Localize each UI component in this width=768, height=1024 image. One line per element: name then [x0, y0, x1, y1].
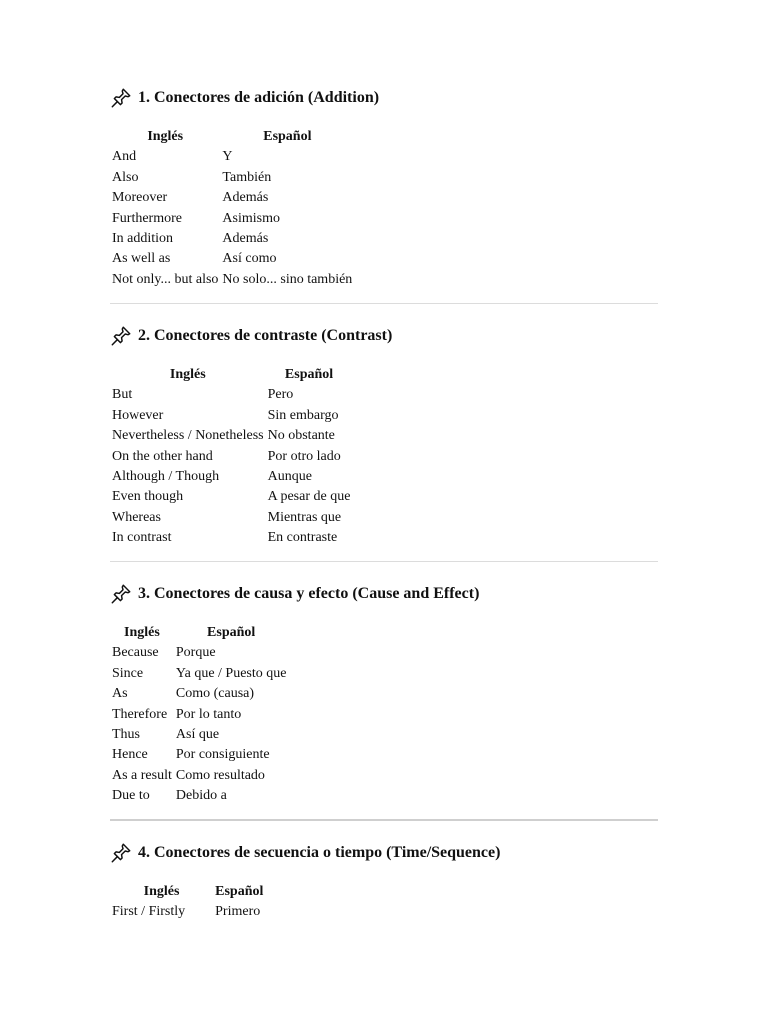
spanish-cell: Aunque — [267, 469, 312, 485]
table-row — [110, 786, 288, 806]
pushpin-icon — [110, 842, 132, 864]
spanish-cell: En contraste — [267, 530, 338, 546]
spanish-cell: Sin embargo — [267, 407, 339, 423]
pushpin-icon — [110, 325, 132, 347]
spanish-cell: Así como — [222, 251, 277, 267]
section-title: 4. Conectores de secuencia o tiempo (Time/Sequence) — [138, 844, 501, 861]
english-cell: Nevertheless / Nonetheless — [112, 428, 264, 444]
table-row — [110, 725, 288, 745]
spanish-cell: Asimismo — [222, 210, 280, 226]
table-header-row — [110, 882, 265, 902]
table-row — [110, 902, 265, 922]
english-cell: Therefore — [112, 706, 168, 722]
table-row — [110, 508, 352, 528]
english-cell: Due to — [112, 788, 150, 804]
table-row — [110, 643, 288, 663]
section-divider — [110, 561, 658, 562]
english-cell: As a result — [112, 767, 172, 783]
english-cell: But — [112, 387, 133, 403]
spanish-cell: No obstante — [267, 428, 335, 444]
column-header-spanish: Español — [215, 884, 264, 899]
column-header-spanish: Español — [284, 367, 334, 382]
connectors-table — [110, 365, 352, 549]
english-cell: And — [112, 149, 137, 165]
english-cell: Since — [112, 665, 144, 681]
spanish-cell: Así que — [175, 727, 220, 743]
spanish-cell: Además — [222, 231, 269, 247]
english-cell: As — [112, 686, 128, 702]
english-cell: Not only... but also — [112, 271, 219, 287]
column-header-english: Inglés — [169, 367, 206, 382]
spanish-cell: Por consiguiente — [175, 747, 270, 763]
spanish-cell: Mientras que — [267, 509, 342, 525]
section-heading — [110, 87, 379, 109]
spanish-cell: No solo... sino también — [222, 271, 353, 287]
section-title: 3. Conectores de causa y efecto (Cause and Effect) — [138, 585, 480, 602]
spanish-cell: Primero — [215, 904, 261, 920]
spanish-cell: Debido a — [175, 788, 227, 804]
spanish-cell: Pero — [267, 387, 294, 403]
english-cell: First / Firstly — [112, 904, 186, 920]
table-row — [110, 528, 352, 548]
english-cell: Whereas — [112, 509, 161, 525]
table-row — [110, 406, 352, 426]
table-row — [110, 766, 288, 786]
section-divider — [110, 303, 658, 304]
english-cell: Because — [112, 645, 159, 661]
spanish-cell: Ya que / Puesto que — [175, 665, 287, 681]
english-cell: Even though — [112, 489, 184, 505]
english-cell: Furthermore — [112, 210, 182, 226]
english-cell: On the other hand — [112, 448, 213, 464]
table-row — [110, 426, 352, 446]
spanish-cell: Y — [222, 149, 233, 165]
english-cell: Hence — [112, 747, 148, 763]
column-header-english: Inglés — [124, 625, 160, 640]
spanish-cell: Porque — [175, 645, 216, 661]
spanish-cell: Por otro lado — [267, 448, 341, 464]
english-cell: In addition — [112, 231, 174, 247]
column-header-english: Inglés — [143, 884, 180, 899]
spanish-cell: Como (causa) — [175, 686, 255, 702]
table-row — [110, 229, 354, 249]
table-row — [110, 705, 288, 725]
english-cell: Also — [112, 169, 139, 185]
table-header-row — [110, 623, 288, 643]
spanish-cell: Por lo tanto — [175, 706, 242, 722]
pushpin-icon — [110, 87, 132, 109]
section-heading — [110, 325, 392, 347]
table-row — [110, 745, 288, 765]
table-row — [110, 447, 352, 467]
spanish-cell: Como resultado — [175, 767, 265, 783]
table-row — [110, 684, 288, 704]
table-row — [110, 168, 354, 188]
english-cell: Thus — [112, 727, 140, 743]
section-heading — [110, 842, 500, 864]
table-row — [110, 270, 354, 290]
column-header-english: Inglés — [147, 129, 184, 144]
table-header-row — [110, 365, 352, 385]
table-row — [110, 209, 354, 229]
connectors-table — [110, 127, 354, 290]
table-row — [110, 249, 354, 269]
section-title: 1. Conectores de adición (Addition) — [138, 89, 380, 106]
section-title: 2. Conectores de contraste (Contrast) — [138, 327, 393, 344]
section-heading — [110, 583, 479, 605]
english-cell: Moreover — [112, 190, 168, 206]
english-cell: As well as — [112, 251, 171, 267]
section-divider — [110, 819, 658, 821]
spanish-cell: También — [222, 169, 272, 185]
table-row — [110, 147, 354, 167]
connectors-table — [110, 623, 288, 807]
spanish-cell: A pesar de que — [267, 489, 351, 505]
english-cell: Although / Though — [112, 469, 220, 485]
column-header-spanish: Español — [263, 129, 312, 144]
connectors-table — [110, 882, 265, 923]
table-row — [110, 664, 288, 684]
table-row — [110, 385, 352, 405]
table-row — [110, 188, 354, 208]
column-header-spanish: Español — [207, 625, 256, 640]
table-header-row — [110, 127, 354, 147]
table-row — [110, 467, 352, 487]
pushpin-icon — [110, 583, 132, 605]
table-row — [110, 487, 352, 507]
english-cell: In contrast — [112, 530, 172, 546]
spanish-cell: Además — [222, 190, 269, 206]
english-cell: However — [112, 407, 164, 423]
